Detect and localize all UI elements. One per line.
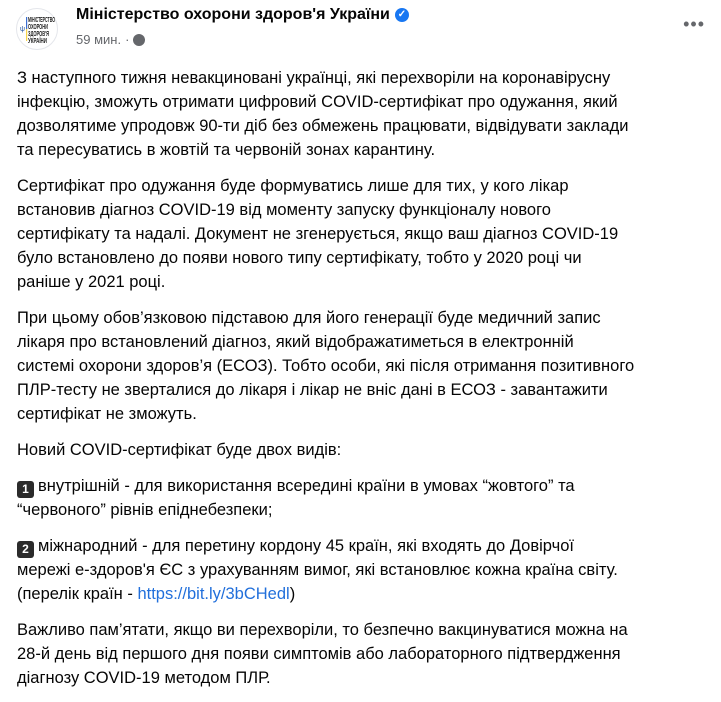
author-name[interactable]: [76, 6, 409, 24]
paragraph-3: [17, 306, 634, 426]
keycap-2-icon: 2: [17, 541, 34, 558]
paragraph-1: [17, 66, 634, 162]
post-header: [0, 0, 721, 60]
separator: ·: [125, 32, 130, 47]
text-line: Важливо пам’ятати, якщо ви перехворіли, то безпечно вакцинуватися можна на: [17, 621, 628, 639]
text-line: ): [289, 585, 296, 603]
logo-text-line: ОХОРОНИ: [28, 24, 48, 31]
text-line: 28-й день від першого дня появи симптомів або лабораторного підтвердження: [17, 645, 621, 663]
text-line: внутрішній - для використання всередині країни в умовах “жовтого” та: [38, 477, 575, 495]
countries-link[interactable]: https://bit.ly/3bCHedl: [137, 585, 290, 603]
verified-badge-icon: ✓: [395, 8, 409, 22]
keycap-1-icon: 1: [17, 481, 34, 498]
author-link[interactable]: Міністерство охорони здоров'я України: [76, 6, 390, 23]
logo-text-line: УКРАЇНИ: [28, 38, 58, 45]
text-line: та пересуватись в жовтій та червоній зонах карантину.: [17, 141, 436, 159]
more-options-icon[interactable]: •••: [683, 14, 705, 34]
text-line: інфекцію, зможуть отримати цифровий COVID-сертифікат про одужання, який: [17, 93, 618, 111]
paragraph-4: [17, 438, 634, 462]
text-line: було встановлено до появи нового типу сертифікату, тобто у 2020 році чи: [17, 249, 582, 267]
text-line: Новий COVID-сертифікат буде двох видів:: [17, 441, 342, 459]
text-line: сертифікат не зможуть.: [17, 405, 197, 423]
text-line: дозволятиме упродовж 90-ти діб без обмежень працювати, відвідувати заклади: [17, 117, 629, 135]
avatar[interactable]: [16, 8, 58, 50]
logo-text-line: ЗДОРОВ'Я: [28, 31, 49, 38]
trident-icon: ψ: [20, 26, 25, 33]
text-line: раніше у 2021 році.: [17, 273, 166, 291]
globe-icon: [133, 34, 145, 46]
text-line: З наступного тижня невакциновані українці, які перехворіли на коронавірусну: [17, 69, 611, 87]
text-line: мережі е-здоров'я ЄС з урахуванням вимог, які встановлює кожна країна світу.: [17, 561, 618, 579]
text-line: Сертифікат про одужання буде формуватись лише для тих, у кого лікар: [17, 177, 569, 195]
timestamp[interactable]: 59 мин.: [76, 32, 122, 47]
paragraph-2: [17, 174, 634, 294]
text-line: ПЛР-тесту не зверталися до лікаря і лікар не вніс дані в ЕСОЗ - завантажити: [17, 381, 608, 399]
text-line: лікаря про встановлений діагноз, який відображатиметься в електронній: [17, 333, 574, 351]
list-item-1: [17, 474, 634, 522]
logo-text-line: МІНІСТЕРСТВО: [28, 17, 56, 24]
paragraph-5: [17, 618, 634, 690]
ministry-logo: [17, 9, 57, 49]
text-line: системі охорони здоров’я (ЕСОЗ). Тобто особи, які після отримання позитивного: [17, 357, 635, 375]
text-line: (перелік країн -: [17, 585, 138, 603]
post-body: [17, 66, 634, 702]
text-line: “червоного” рівнів епіднебезпеки;: [17, 501, 273, 519]
text-line: встановив діагноз COVID-19 від моменту запуску функціоналу нового: [17, 201, 551, 219]
post-meta: [76, 32, 145, 47]
text-line: При цьому обов’язковою підставою для його генерації буде медичний запис: [17, 309, 601, 327]
list-item-2: [17, 534, 634, 606]
text-line: міжнародний - для перетину кордону 45 країн, які входять до Довірчої: [38, 537, 574, 555]
text-line: сертифікату та надалі. Документ не згенерується, якщо ваш діагноз COVID-19: [17, 225, 619, 243]
text-line: діагнозу COVID-19 методом ПЛР.: [17, 669, 271, 687]
